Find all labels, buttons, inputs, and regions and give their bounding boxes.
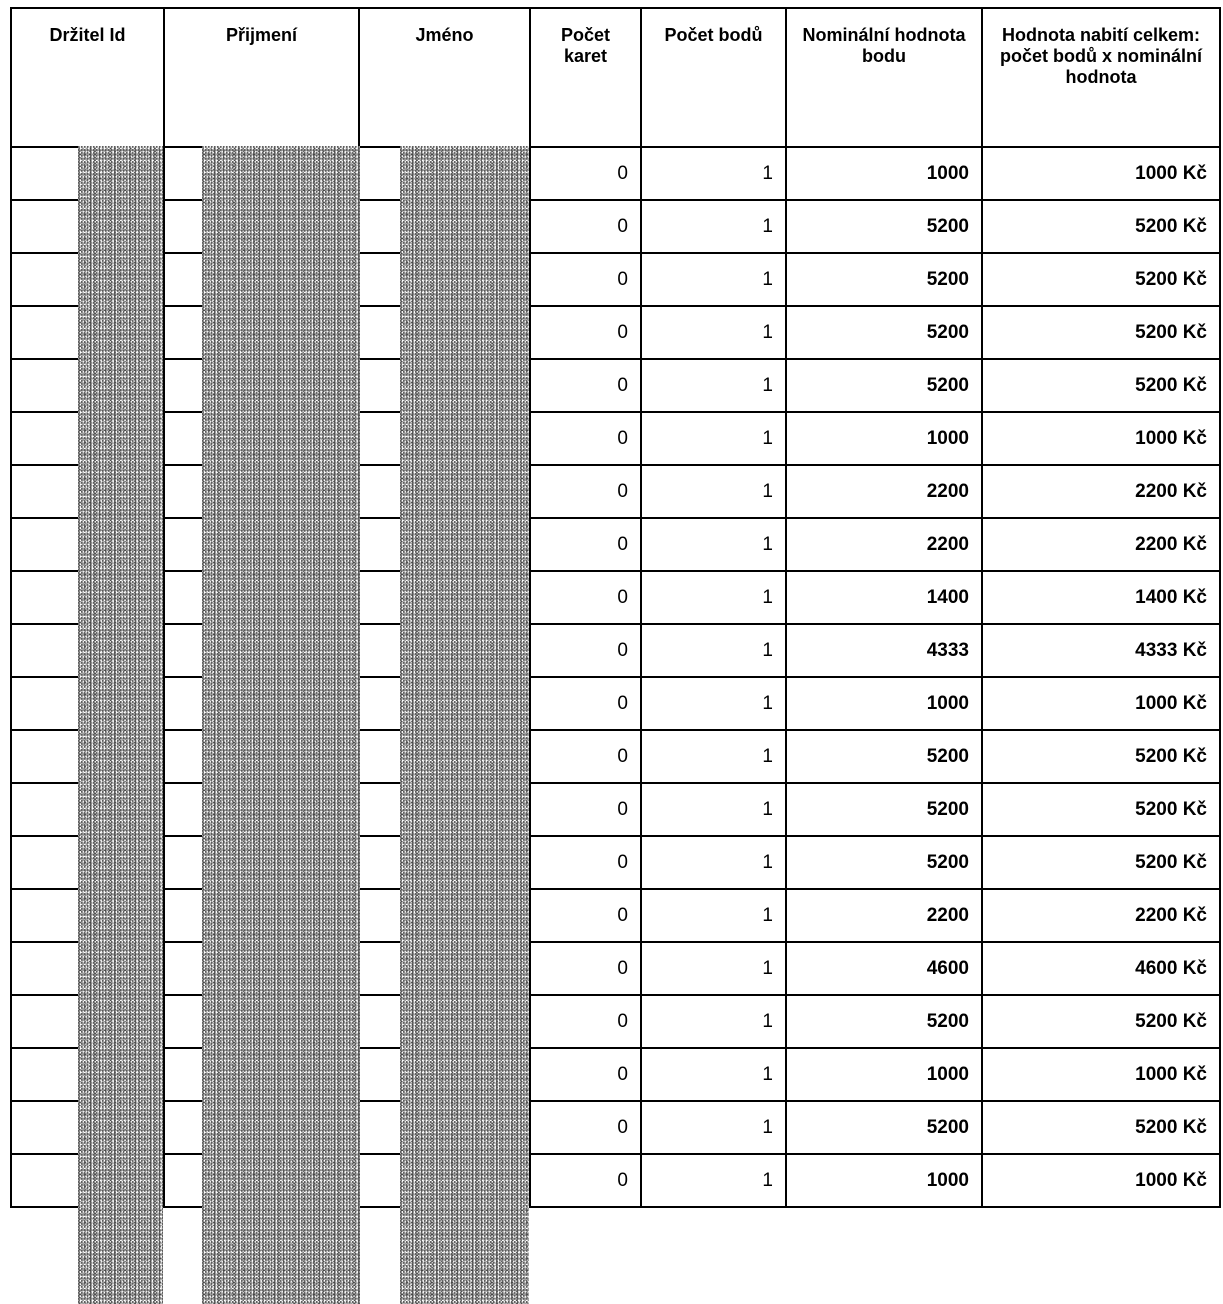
- header-first-name: Jméno: [359, 8, 530, 147]
- table-row: [11, 1048, 1220, 1101]
- table-row: [11, 942, 1220, 995]
- header-point-nominal-value: Nominální hodnota bodu: [786, 8, 982, 147]
- card-charge-sheet: [10, 7, 1219, 1208]
- cell-point-nominal-value: 5200: [786, 359, 982, 412]
- cell-surname: [164, 783, 359, 836]
- cell-total-charge-value: 5200 Kč: [982, 253, 1220, 306]
- cell-holder-id: [11, 783, 164, 836]
- cell-total-charge-value: 2200 Kč: [982, 465, 1220, 518]
- cell-point-nominal-value: 2200: [786, 889, 982, 942]
- cell-first-name: [359, 200, 530, 253]
- cell-point-count: 1: [641, 1101, 786, 1154]
- cell-card-count: 0: [530, 783, 641, 836]
- cell-point-nominal-value: 1000: [786, 677, 982, 730]
- header-point-count: Počet bodů: [641, 8, 786, 147]
- cell-point-count: 1: [641, 518, 786, 571]
- cell-total-charge-value: 1000 Kč: [982, 1154, 1220, 1207]
- cell-point-count: 1: [641, 571, 786, 624]
- cell-surname: [164, 465, 359, 518]
- cell-holder-id: [11, 624, 164, 677]
- cell-point-count: 1: [641, 889, 786, 942]
- table-row: [11, 677, 1220, 730]
- cell-holder-id: [11, 571, 164, 624]
- cell-first-name: [359, 571, 530, 624]
- table-body: [11, 147, 1220, 1207]
- cell-card-count: 0: [530, 147, 641, 200]
- cell-total-charge-value: 4600 Kč: [982, 942, 1220, 995]
- cell-point-count: 1: [641, 942, 786, 995]
- cell-surname: [164, 412, 359, 465]
- cell-total-charge-value: 5200 Kč: [982, 730, 1220, 783]
- cell-card-count: 0: [530, 836, 641, 889]
- header-card-count: Počet karet: [530, 8, 641, 147]
- cell-total-charge-value: 5200 Kč: [982, 995, 1220, 1048]
- cell-surname: [164, 253, 359, 306]
- cell-card-count: 0: [530, 677, 641, 730]
- cell-point-nominal-value: 5200: [786, 783, 982, 836]
- cell-point-nominal-value: 5200: [786, 200, 982, 253]
- cell-point-nominal-value: 4333: [786, 624, 982, 677]
- table-row: [11, 306, 1220, 359]
- cell-card-count: 0: [530, 518, 641, 571]
- table-row: [11, 412, 1220, 465]
- cell-first-name: [359, 465, 530, 518]
- cell-holder-id: [11, 942, 164, 995]
- cell-holder-id: [11, 200, 164, 253]
- cell-point-count: 1: [641, 147, 786, 200]
- cell-holder-id: [11, 1101, 164, 1154]
- cell-first-name: [359, 1048, 530, 1101]
- cell-point-count: 1: [641, 624, 786, 677]
- header-total-charge-value: Hodnota nabití celkem: počet bodů x nominální hodnota: [982, 8, 1220, 147]
- cell-first-name: [359, 624, 530, 677]
- cell-point-count: 1: [641, 995, 786, 1048]
- header-holder-id: Držitel Id: [11, 8, 164, 147]
- cell-point-count: 1: [641, 836, 786, 889]
- table-row: [11, 1154, 1220, 1207]
- cell-holder-id: [11, 889, 164, 942]
- cell-point-nominal-value: 5200: [786, 306, 982, 359]
- cell-surname: [164, 1048, 359, 1101]
- cell-surname: [164, 836, 359, 889]
- cell-point-nominal-value: 1000: [786, 1048, 982, 1101]
- cell-point-nominal-value: 5200: [786, 253, 982, 306]
- cell-surname: [164, 359, 359, 412]
- cell-holder-id: [11, 1048, 164, 1101]
- cell-first-name: [359, 359, 530, 412]
- table-row: [11, 253, 1220, 306]
- cell-point-count: 1: [641, 1048, 786, 1101]
- cell-point-count: 1: [641, 783, 786, 836]
- cell-holder-id: [11, 147, 164, 200]
- cell-card-count: 0: [530, 359, 641, 412]
- cell-card-count: 0: [530, 465, 641, 518]
- cell-total-charge-value: 5200 Kč: [982, 1101, 1220, 1154]
- cell-surname: [164, 306, 359, 359]
- cell-point-count: 1: [641, 306, 786, 359]
- cell-holder-id: [11, 306, 164, 359]
- cell-total-charge-value: 1400 Kč: [982, 571, 1220, 624]
- header-row: [11, 8, 1220, 147]
- cell-holder-id: [11, 1154, 164, 1207]
- cell-point-nominal-value: 2200: [786, 465, 982, 518]
- cell-total-charge-value: 5200 Kč: [982, 783, 1220, 836]
- cell-surname: [164, 518, 359, 571]
- cell-surname: [164, 1101, 359, 1154]
- cell-total-charge-value: 1000 Kč: [982, 1048, 1220, 1101]
- table-row: [11, 200, 1220, 253]
- cell-point-nominal-value: 5200: [786, 730, 982, 783]
- cell-point-count: 1: [641, 412, 786, 465]
- cell-card-count: 0: [530, 1048, 641, 1101]
- table-header: [11, 8, 1220, 147]
- cell-surname: [164, 200, 359, 253]
- cell-holder-id: [11, 730, 164, 783]
- table-row: [11, 359, 1220, 412]
- table-row: [11, 783, 1220, 836]
- cell-first-name: [359, 783, 530, 836]
- cell-first-name: [359, 730, 530, 783]
- cell-first-name: [359, 995, 530, 1048]
- cell-point-nominal-value: 2200: [786, 518, 982, 571]
- cell-first-name: [359, 518, 530, 571]
- cell-card-count: 0: [530, 200, 641, 253]
- cell-point-nominal-value: 1000: [786, 1154, 982, 1207]
- cell-surname: [164, 995, 359, 1048]
- table-row: [11, 995, 1220, 1048]
- cell-total-charge-value: 1000 Kč: [982, 677, 1220, 730]
- cell-card-count: 0: [530, 730, 641, 783]
- cell-point-count: 1: [641, 465, 786, 518]
- cell-point-nominal-value: 5200: [786, 836, 982, 889]
- cell-total-charge-value: 1000 Kč: [982, 412, 1220, 465]
- cell-first-name: [359, 253, 530, 306]
- cell-surname: [164, 677, 359, 730]
- table-row: [11, 624, 1220, 677]
- cell-point-nominal-value: 5200: [786, 1101, 982, 1154]
- cell-total-charge-value: 5200 Kč: [982, 306, 1220, 359]
- cell-point-nominal-value: 4600: [786, 942, 982, 995]
- cell-first-name: [359, 1154, 530, 1207]
- cell-holder-id: [11, 995, 164, 1048]
- cell-first-name: [359, 889, 530, 942]
- table-row: [11, 730, 1220, 783]
- cell-point-count: 1: [641, 253, 786, 306]
- cell-first-name: [359, 412, 530, 465]
- table-row: [11, 836, 1220, 889]
- cell-point-nominal-value: 1000: [786, 412, 982, 465]
- cell-holder-id: [11, 412, 164, 465]
- cell-first-name: [359, 306, 530, 359]
- table-row: [11, 518, 1220, 571]
- table-row: [11, 571, 1220, 624]
- cell-surname: [164, 624, 359, 677]
- card-charge-table: [10, 7, 1221, 1208]
- cell-holder-id: [11, 465, 164, 518]
- cell-total-charge-value: 5200 Kč: [982, 359, 1220, 412]
- cell-holder-id: [11, 253, 164, 306]
- cell-card-count: 0: [530, 571, 641, 624]
- cell-total-charge-value: 1000 Kč: [982, 147, 1220, 200]
- cell-surname: [164, 1154, 359, 1207]
- cell-total-charge-value: 2200 Kč: [982, 518, 1220, 571]
- cell-card-count: 0: [530, 889, 641, 942]
- header-surname: Přijmení: [164, 8, 359, 147]
- cell-total-charge-value: 5200 Kč: [982, 836, 1220, 889]
- cell-surname: [164, 730, 359, 783]
- cell-point-nominal-value: 5200: [786, 995, 982, 1048]
- cell-point-nominal-value: 1400: [786, 571, 982, 624]
- cell-holder-id: [11, 836, 164, 889]
- cell-first-name: [359, 836, 530, 889]
- cell-card-count: 0: [530, 624, 641, 677]
- cell-holder-id: [11, 677, 164, 730]
- cell-surname: [164, 147, 359, 200]
- cell-holder-id: [11, 359, 164, 412]
- cell-point-count: 1: [641, 200, 786, 253]
- cell-first-name: [359, 147, 530, 200]
- cell-surname: [164, 571, 359, 624]
- cell-first-name: [359, 942, 530, 995]
- cell-card-count: 0: [530, 306, 641, 359]
- cell-point-count: 1: [641, 1154, 786, 1207]
- cell-point-count: 1: [641, 730, 786, 783]
- table-row: [11, 1101, 1220, 1154]
- cell-point-count: 1: [641, 359, 786, 412]
- cell-total-charge-value: 2200 Kč: [982, 889, 1220, 942]
- cell-card-count: 0: [530, 995, 641, 1048]
- cell-point-count: 1: [641, 677, 786, 730]
- cell-card-count: 0: [530, 1101, 641, 1154]
- cell-surname: [164, 942, 359, 995]
- cell-total-charge-value: 5200 Kč: [982, 200, 1220, 253]
- cell-point-nominal-value: 1000: [786, 147, 982, 200]
- cell-card-count: 0: [530, 253, 641, 306]
- cell-first-name: [359, 1101, 530, 1154]
- cell-card-count: 0: [530, 942, 641, 995]
- cell-first-name: [359, 677, 530, 730]
- cell-holder-id: [11, 518, 164, 571]
- table-row: [11, 889, 1220, 942]
- table-row: [11, 147, 1220, 200]
- cell-card-count: 0: [530, 412, 641, 465]
- table-row: [11, 465, 1220, 518]
- cell-card-count: 0: [530, 1154, 641, 1207]
- cell-surname: [164, 889, 359, 942]
- cell-total-charge-value: 4333 Kč: [982, 624, 1220, 677]
